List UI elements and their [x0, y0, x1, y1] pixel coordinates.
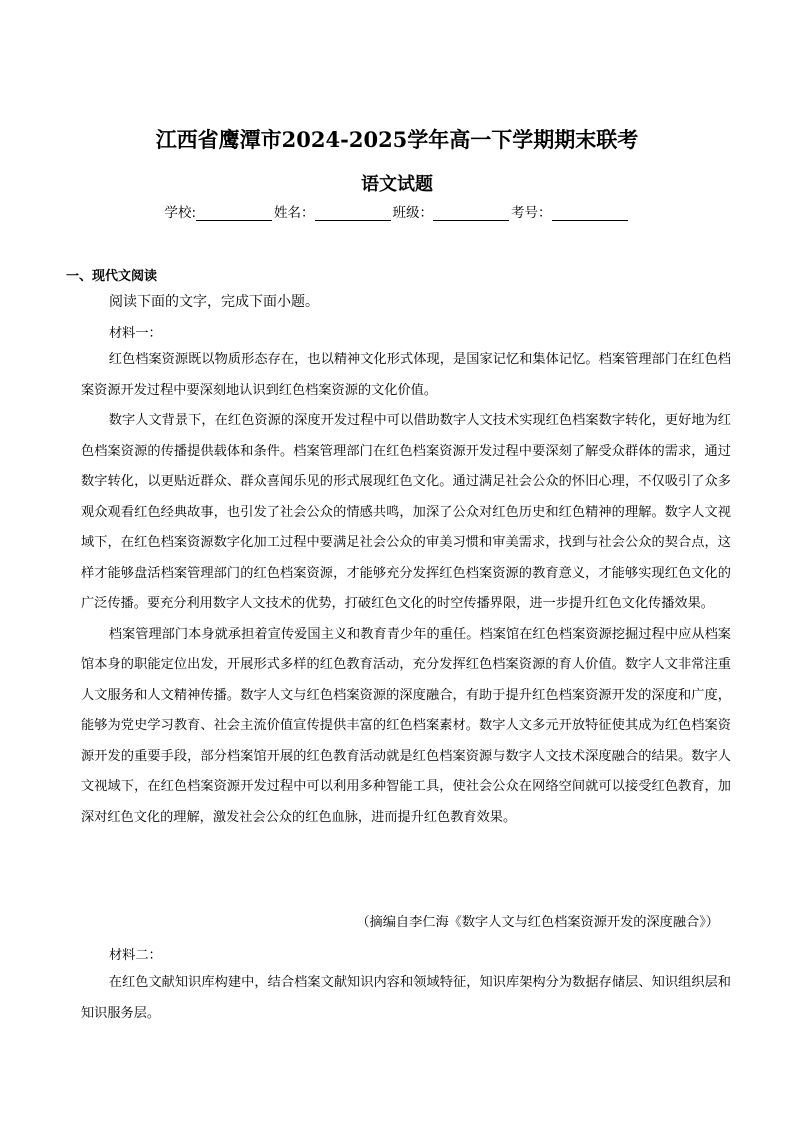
class-label: 班级： — [392, 205, 434, 221]
material-one-paragraph: 红色档案资源既以物质形态存在，也以精神文化形式体现，是国家记忆和集体记忆。档案管理部门在红色档案资源开发过程中要深刻地认识到红色档案资源的文化价值。 — [81, 352, 731, 398]
name-label: 姓名： — [274, 205, 315, 221]
school-label: 学校: — [164, 205, 197, 221]
school-blank[interactable] — [196, 206, 272, 221]
material-one-source: （摘编自李仁海《数字人文与红色档案资源开发的深度融合》） — [356, 915, 719, 930]
material-one-label: 材料一： — [109, 326, 162, 341]
material-one-paragraph: 档案管理部门本身就承担着宣传爱国主义和教育青少年的重任。档案馆在红色档案资源挖掘过程中应从档案馆本身的职能定位出发，开展形式多样的红色教育活动，充分发挥红色档案资源的育人价值。数字人文非常注重人文服务和人文精神传播。数字人文与红色档案资源的深度融合，有助于提升红色档案资源开发的深度和广度，能够为党史学习教育、社会主流价值宣传提供丰富的红色档案素材。数字人文多元开放特征使其成为红色档案资源开发的重要手段，部分档案馆开展的红色教育活动就是红色档案资源与数字人文技术深度融合的结果。数字人文视域下，在红色档案资源开发过程中可以利用多种智能工具，使社会公众在网络空间就可以接受红色教育，加深对红色文化的理解，激发社会公众的红色血脉，进而提升红色教育效果。 — [81, 626, 731, 825]
name-blank[interactable] — [315, 206, 391, 221]
student-info-line — [0, 201, 794, 221]
exam-number-blank[interactable] — [552, 206, 628, 221]
reading-instruction: 阅读下面的文字，完成下面小题。 — [109, 294, 319, 310]
class-blank[interactable] — [433, 206, 509, 221]
material-one-body — [81, 345, 731, 833]
material-two-label: 材料二： — [109, 948, 162, 963]
material-two-body — [81, 968, 731, 1029]
material-two-paragraph: 在红色文献知识库构建中，结合档案文献知识内容和领域特征，知识库架构分为数据存储层、知识组织层和知识服务层。 — [81, 975, 731, 1021]
exam-number-label: 考号： — [511, 205, 552, 221]
material-one-paragraph: 数字人文背景下，在红色资源的深度开发过程中可以借助数字人文技术实现红色档案数字转化，更好地为红色档案资源的传播提供载体和条件。档案管理部门在红色档案资源开发过程中要深刻了解受众群体的需求，通过数字转化，以更贴近群众、群众喜闻乐见的形式展现红色文化。通过满足社会公众的怀旧心理，不仅吸引了众多观众观看红色经典故事，也引发了社会公众的情感共鸣，加深了公众对红色历史和红色精神的理解。数字人文视域下，在红色档案资源数字化加工过程中要满足社会公众的审美习惯和审美需求，找到与社会公众的契合点，这样才能够盘活档案管理部门的红色档案资源，才能够充分发挥红色档案资源的教育意义，才能够实现红色文化的广泛传播。要充分利用数字人文技术的优势，打破红色文化的时空传播界限，进一步提升红色文化传播效果。 — [81, 413, 731, 611]
section-heading: 一、现代文阅读 — [66, 269, 158, 284]
document-subtitle: 语文试题 — [361, 174, 433, 195]
document-title: 江西省鹰潭市2024-2025学年高一下学期期末联考 — [155, 127, 639, 152]
